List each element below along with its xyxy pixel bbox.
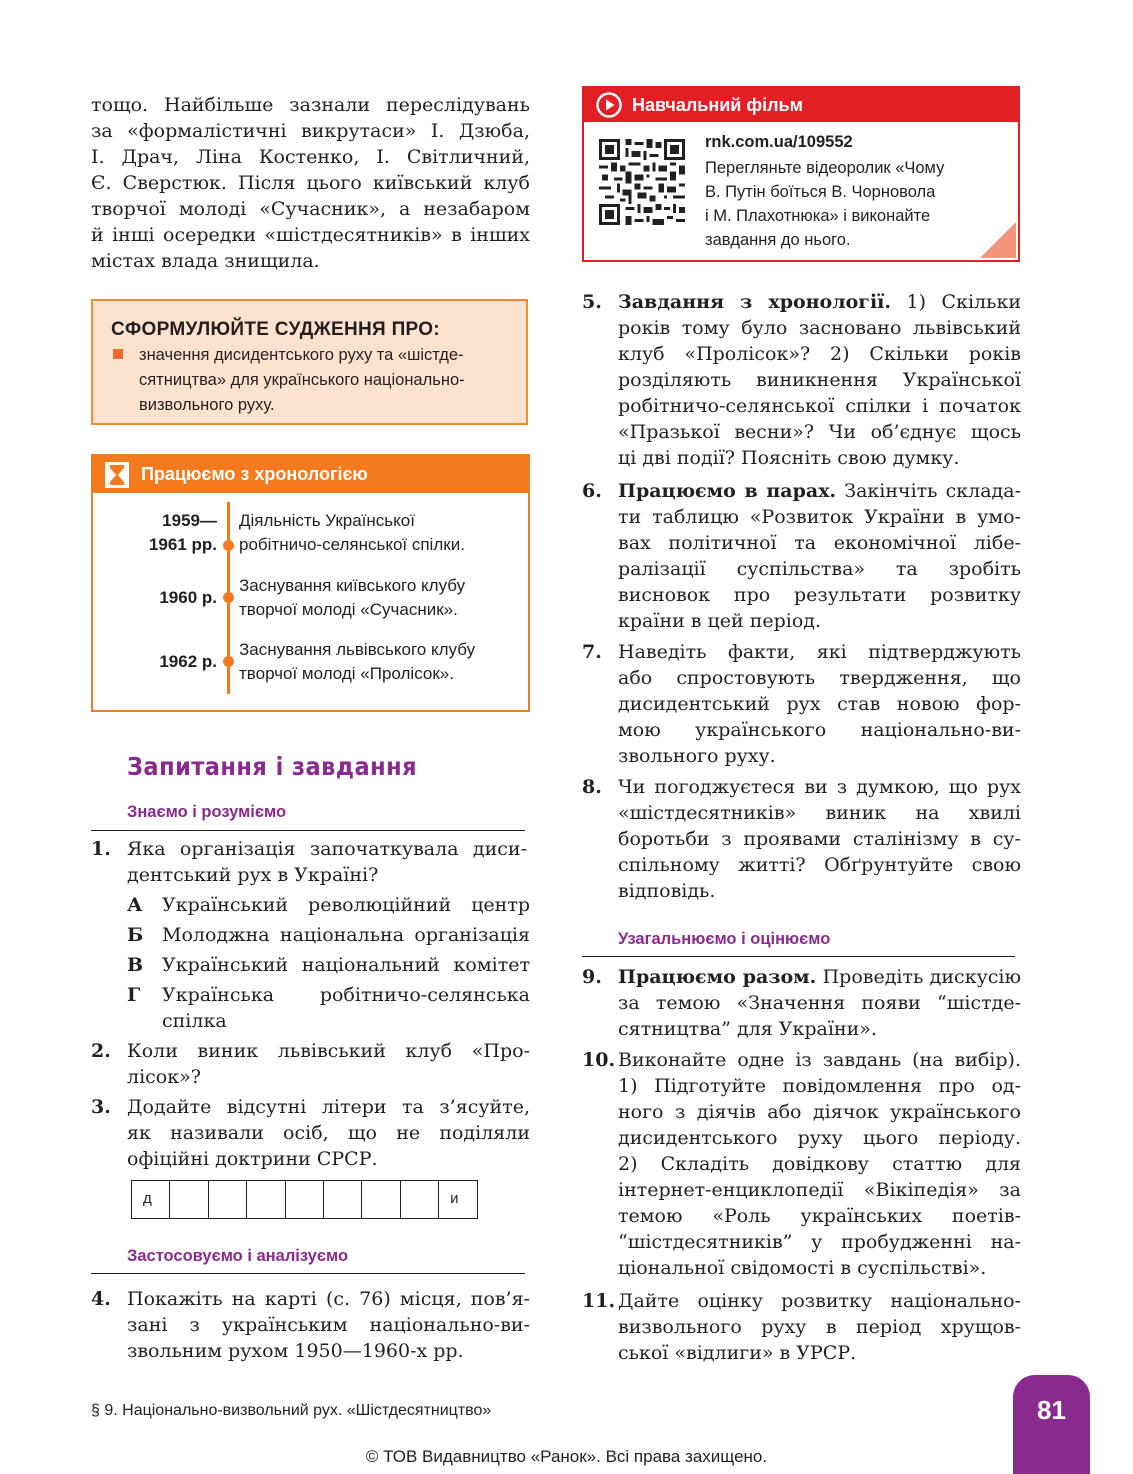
- question-line: за темою «Значення появи “шістде-: [618, 992, 1021, 1014]
- section-summarize: Узагальнюємо і оцінюємо: [618, 930, 831, 948]
- intro-line: творчої молоді «Сучасник», а незабаром: [91, 198, 530, 220]
- corner-decoration: [980, 222, 1016, 258]
- option-text: Молоджна національна організація: [162, 924, 530, 946]
- question-line: Додайте відсутні літери та з’ясуйте,: [127, 1096, 530, 1118]
- question-line: темою «Роль українських поетів-: [618, 1205, 1021, 1227]
- question-line: визвольного руху в період хрущов-: [618, 1316, 1021, 1338]
- intro-paragraph: [91, 92, 530, 274]
- running-footer: § 9. Національно-визвольний рух. «Шістдесятництво»: [91, 1402, 492, 1419]
- question-line: ської «відлиги» в УРСР.: [618, 1342, 857, 1364]
- timeline-year: [107, 586, 217, 610]
- question-line: офіційні доктрини СРСР.: [127, 1148, 378, 1170]
- question-number: 10.: [582, 1049, 616, 1071]
- question-bold: Завдання з хронології.: [618, 291, 891, 313]
- question-line: [618, 964, 1021, 990]
- year-line: 1961 рр.: [148, 535, 217, 554]
- grid-cell[interactable]: и: [439, 1181, 477, 1219]
- timeline-year: [107, 509, 217, 557]
- question-text: Закінчіть склада-: [836, 480, 1021, 502]
- film-url[interactable]: rnk.com.ua/109552: [705, 133, 853, 151]
- question-number: 5.: [582, 291, 602, 313]
- film-header: [584, 88, 1018, 122]
- judgement-text: [139, 343, 519, 418]
- option-a[interactable]: [127, 892, 530, 918]
- question-line: сятництва” для України».: [618, 1018, 877, 1040]
- chronology-box: [91, 454, 530, 712]
- question-line: “шістдесятників” у пробудженні на-: [618, 1231, 1021, 1253]
- question-line: Наведіть факти, які підтверджують: [618, 641, 1021, 663]
- question-line: відповідь.: [618, 880, 716, 902]
- question-line: спільному житті? Обґрунтуйте свою: [618, 854, 1021, 876]
- film-line: завдання до нього.: [705, 231, 851, 249]
- film-title: Навчальний фільм: [632, 95, 803, 115]
- judgement-line: сятництва» для українського національно-: [139, 371, 465, 389]
- option-letter: А: [127, 894, 143, 916]
- question-number: 2.: [91, 1040, 111, 1062]
- question-line: «Празької весни»? Чи об’єднує щось: [618, 421, 1021, 443]
- question-line: дентський рух в Україні?: [127, 864, 379, 886]
- event-line: творчої молоді «Сучасник».: [239, 600, 458, 619]
- question-7: [618, 639, 1021, 769]
- event-line: Діяльність Української: [239, 511, 415, 530]
- question-bold: Працюємо разом.: [618, 966, 817, 988]
- judgement-line: визвольного руху.: [139, 396, 275, 414]
- question-line: Чи погоджуєтеся ви з думкою, що рух: [618, 776, 1021, 798]
- question-line: Коли виник львівський клуб «Про-: [127, 1040, 530, 1062]
- question-line: [618, 289, 1021, 315]
- question-line: «шістдесятників» виник на хвилі: [618, 802, 1021, 824]
- intro-line: містах влада знищила.: [91, 250, 320, 272]
- option-b[interactable]: [127, 922, 530, 948]
- page-number: 81: [1013, 1375, 1090, 1474]
- question-line: Виконайте одне із завдань (на вибір).: [618, 1049, 1021, 1071]
- option-g[interactable]: [127, 982, 530, 1034]
- year-line: 1962 р.: [159, 652, 217, 671]
- film-description: [705, 156, 1005, 252]
- timeline-dot: [223, 592, 234, 603]
- film-line: В. Путін боїться В. Чорновола: [705, 183, 936, 201]
- year-line: 1959—: [162, 511, 217, 530]
- question-number: 1.: [91, 838, 111, 860]
- chronology-title: Працюємо з хронологією: [141, 464, 368, 484]
- grid-cell[interactable]: [401, 1181, 439, 1219]
- film-line: Перегляньте відеоролик «Чому: [705, 159, 945, 177]
- question-line: років тому було засновано львівський: [618, 317, 1021, 339]
- question-line: ралізації суспільства» та зробіть: [618, 558, 1021, 580]
- question-line: ці дві події? Поясніть свою думку.: [618, 447, 960, 469]
- question-line: дисидентський рух став новою фор-: [618, 693, 1021, 715]
- question-number: 7.: [582, 641, 602, 663]
- question-line: мою українського національно-ви-: [618, 719, 1021, 741]
- year-line: 1960 р.: [159, 588, 217, 607]
- question-line: Яка організація започаткувала диси-: [127, 838, 527, 860]
- option-text: Українська робітничо-селянська: [162, 984, 530, 1006]
- question-text: 1) Скільки: [891, 291, 1021, 313]
- divider: [91, 1273, 525, 1274]
- question-line: 1) Підготуйте повідомлення про од-: [618, 1075, 1021, 1097]
- film-line: і М. Плахотнюка» і виконайте: [705, 207, 931, 225]
- question-2: [127, 1038, 530, 1090]
- grid-cell[interactable]: [286, 1181, 324, 1219]
- question-line: ціональної свідомості в суспільстві».: [618, 1257, 987, 1279]
- event-line: творчої молоді «Пролісок».: [239, 664, 454, 683]
- chronology-header: [93, 456, 528, 493]
- answer-grid: [131, 1180, 478, 1219]
- option-letter: Г: [127, 984, 141, 1006]
- option-text: Український національний комітет: [162, 954, 530, 976]
- question-line: робітничо-селянської спілки і початок: [618, 395, 1021, 417]
- grid-cell[interactable]: [362, 1181, 400, 1219]
- grid-cell[interactable]: [324, 1181, 362, 1219]
- question-line: Дайте оцінку розвитку національно-: [618, 1290, 1021, 1312]
- judgement-line: значення дисидентського руху та «шістде-: [139, 346, 464, 364]
- timeline-year: [107, 650, 217, 674]
- question-number: 3.: [91, 1096, 111, 1118]
- event-line: Заснування львівського клубу: [239, 640, 476, 659]
- hourglass-icon: [105, 462, 129, 488]
- question-4: [127, 1286, 530, 1364]
- grid-cell[interactable]: [209, 1181, 247, 1219]
- question-line: звольного руху.: [618, 745, 776, 767]
- question-line: звольним рухом 1950—1960-х рр.: [127, 1340, 464, 1362]
- question-line: ти таблицю «Розвиток України в умо-: [618, 506, 1021, 528]
- film-box: [582, 86, 1020, 262]
- section-know: Знаємо і розуміємо: [127, 803, 287, 821]
- option-letter: Б: [127, 924, 144, 946]
- grid-cell[interactable]: д: [132, 1181, 170, 1219]
- question-number: 9.: [582, 966, 602, 988]
- qr-code-icon[interactable]: [599, 139, 685, 225]
- question-text: Проведіть дискусію: [816, 966, 1022, 988]
- intro-line: І. Драч, Ліна Костенко, І. Світличний,: [91, 146, 530, 168]
- option-text: Український революційний центр: [162, 894, 530, 916]
- question-5: [618, 289, 1021, 471]
- question-10: [618, 1047, 1021, 1281]
- question-line: вах політичної та економічної лібе-: [618, 532, 1021, 554]
- timeline-dot: [223, 656, 234, 667]
- divider: [91, 830, 525, 831]
- question-line: дисидентського руху цього періоду.: [618, 1127, 1021, 1149]
- divider: [582, 956, 1015, 957]
- option-text: спілка: [162, 1010, 227, 1032]
- timeline-event: [239, 509, 519, 557]
- question-number: 4.: [91, 1288, 111, 1310]
- event-line: робітничо-селянської спілки.: [239, 535, 465, 554]
- question-bold: Працюємо в парах.: [618, 480, 837, 502]
- question-line: [618, 478, 1021, 504]
- section-apply: Застосовуємо і аналізуємо: [127, 1247, 349, 1265]
- timeline-dot: [223, 540, 234, 551]
- judgement-title: СФОРМУЛЮЙТЕ СУДЖЕННЯ ПРО:: [111, 319, 440, 340]
- bullet-square-icon: [113, 349, 123, 359]
- question-line: Покажіть на карті (с. 76) місця, пов’я-: [127, 1288, 530, 1310]
- question-line: ного з діячів або діячок українського: [618, 1101, 1021, 1123]
- question-line: боротьби з проявами сталінізму в су-: [618, 828, 1021, 850]
- question-line: розділяють виникнення Української: [618, 369, 1021, 391]
- question-line: 2) Складіть довідкову статтю для: [618, 1153, 1021, 1175]
- judgement-box: [91, 299, 528, 425]
- question-line: або спростовують твердження, що: [618, 667, 1021, 689]
- question-1: [127, 836, 527, 888]
- intro-line: тощо. Найбільше зазнали переслідувань: [91, 94, 530, 116]
- question-8: [618, 774, 1021, 904]
- question-9: [618, 964, 1021, 1042]
- question-line: клуб «Пролісок»? 2) Скільки років: [618, 343, 1021, 365]
- question-6: [618, 478, 1021, 634]
- copyright: © ТОВ Видавництво «Ранок». Всі права захищено.: [365, 1447, 768, 1466]
- question-number: 6.: [582, 480, 602, 502]
- question-line: інтернет-енциклопедії «Вікіпедія» за: [618, 1179, 1021, 1201]
- question-3: [127, 1094, 530, 1172]
- event-line: Заснування київського клубу: [239, 576, 466, 595]
- question-line: лісок»?: [127, 1066, 201, 1088]
- timeline-event: [239, 574, 519, 622]
- option-v[interactable]: [127, 952, 530, 978]
- timeline-event: [239, 638, 519, 686]
- question-number: 8.: [582, 776, 602, 798]
- question-line: зані з українським національно-ви-: [127, 1314, 530, 1336]
- intro-line: за «формалістичні викрутаси» І. Дзюба,: [91, 120, 530, 142]
- questions-title: Запитання і завдання: [127, 752, 418, 781]
- intro-line: Є. Сверстюк. Після цього київський клуб: [91, 172, 530, 194]
- question-number: 11.: [582, 1290, 616, 1312]
- question-line: як називали осіб, що не поділяли: [127, 1122, 530, 1144]
- question-line: висновок про результати розвитку: [618, 584, 1021, 606]
- question-line: країни в цей період.: [618, 610, 822, 632]
- grid-cell[interactable]: [170, 1181, 208, 1219]
- option-letter: В: [127, 954, 144, 976]
- play-icon: [596, 92, 622, 118]
- intro-line: й інші осередки «шістдесятників» в інших: [91, 224, 530, 246]
- grid-cell[interactable]: [247, 1181, 285, 1219]
- question-11: [618, 1288, 1021, 1366]
